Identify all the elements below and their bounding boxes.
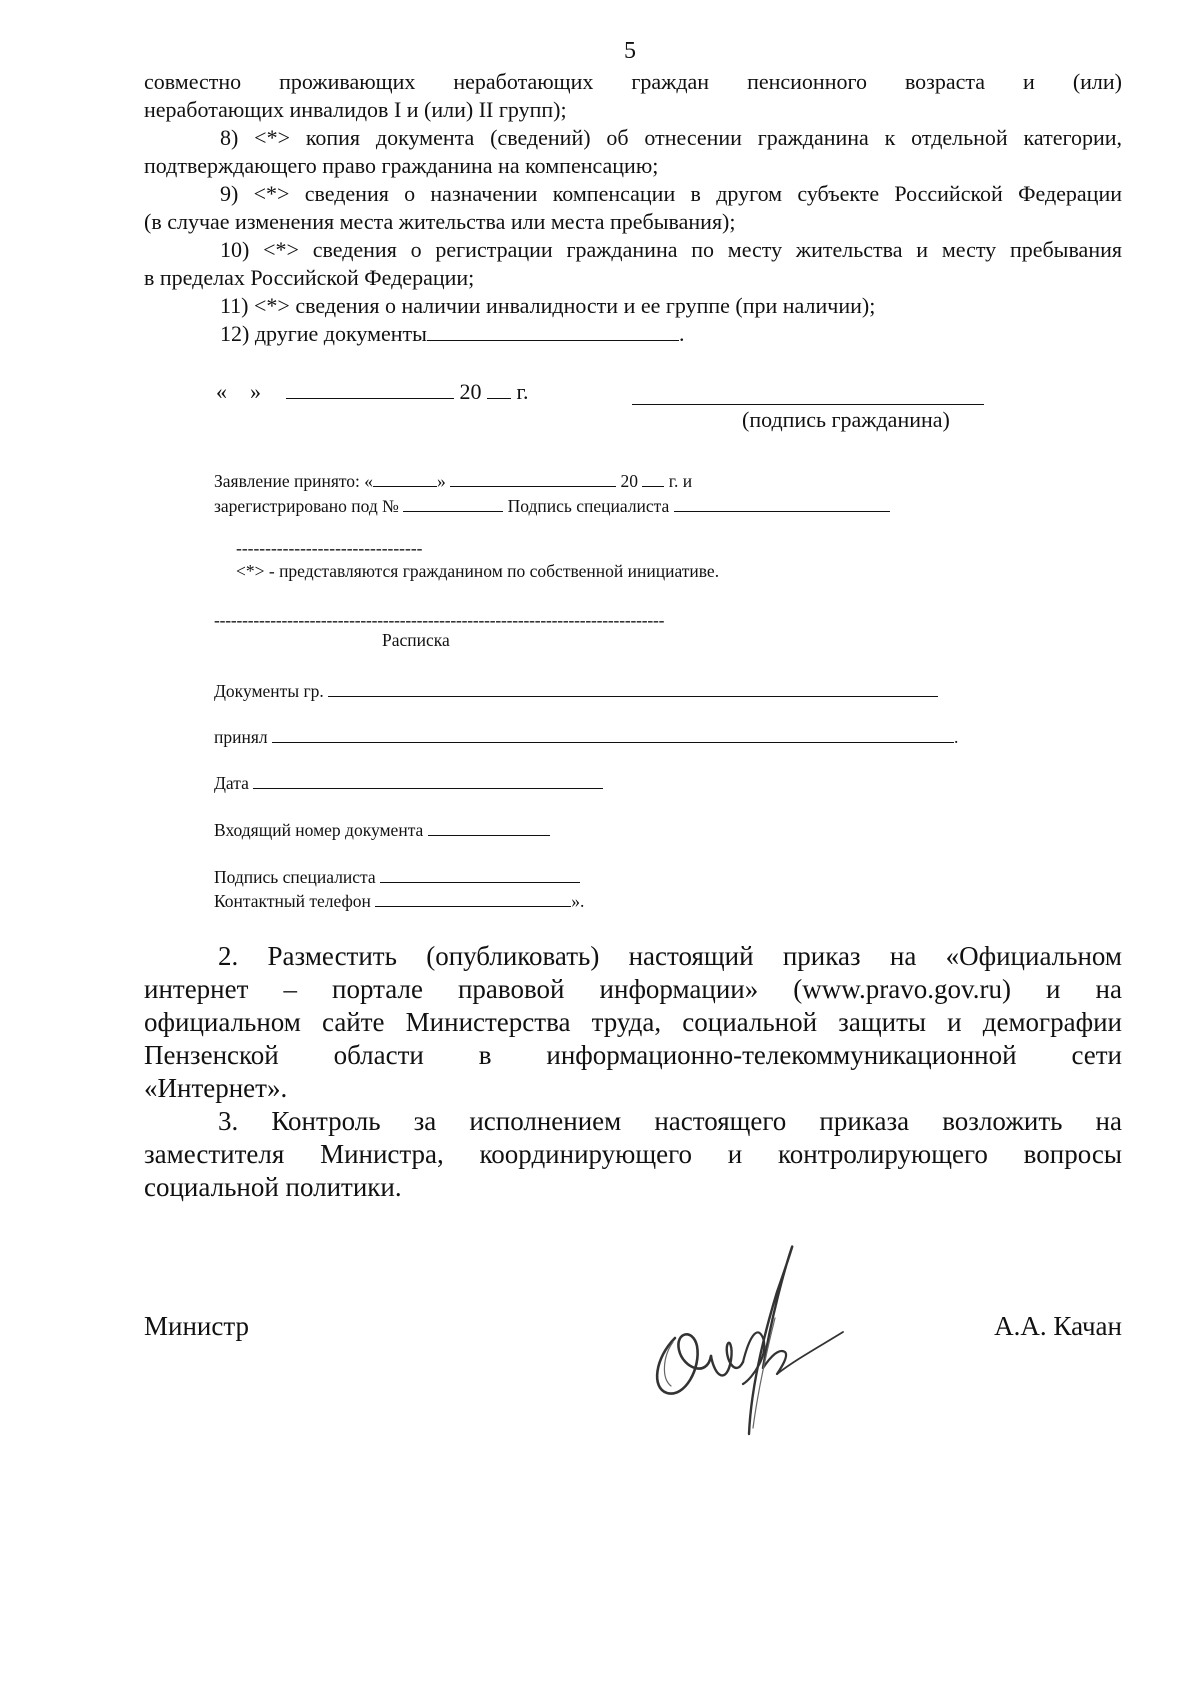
accepted-year-blank xyxy=(642,468,664,487)
receipt-specialist-signature-line: Подпись специалиста xyxy=(214,864,580,888)
list-item-9-line1: 9) <*> сведения о назначении компенсации в другом субъекте Российской Федерации xyxy=(220,181,1122,206)
receipt-documents-blank xyxy=(328,678,938,697)
citizen-signature-caption: (подпись гражданина) xyxy=(742,407,950,432)
receipt-incoming-number-line: Входящий номер документа xyxy=(214,817,550,841)
list-item-10-line2: в пределах Российской Федерации; xyxy=(144,265,475,290)
accepted-month-blank xyxy=(450,468,616,487)
application-accepted-line: Заявление принято: « » 20 г. и xyxy=(214,468,692,492)
receipt-phone-blank xyxy=(375,888,571,907)
list-item-9-line2: (в случае изменения места жительства или места пребывания); xyxy=(144,209,736,234)
receipt-accepted-line: принял . xyxy=(214,724,958,748)
registration-number-blank xyxy=(403,493,503,512)
order-point-2-line2: интернет – портале правовой информации» (www.pravo.gov.ru) и на xyxy=(144,974,1122,1004)
accepted-day-blank xyxy=(373,468,437,487)
other-documents-blank xyxy=(427,320,679,341)
footnote-separator: -------------------------------- xyxy=(236,538,423,558)
date-blank xyxy=(286,378,454,399)
order-point-2-line4: Пензенской области в информационно-телекоммуникационной сети xyxy=(144,1040,1122,1070)
list-item-8-line2: подтверждающего право гражданина на компенсацию; xyxy=(144,153,659,178)
list-item-12: 12) другие документы . xyxy=(220,321,685,346)
receipt-date-blank xyxy=(253,770,603,789)
handwritten-signature xyxy=(645,1228,855,1438)
receipt-title: Расписка xyxy=(382,630,450,650)
registration-number-line: зарегистрировано под № Подпись специалиста xyxy=(214,493,890,517)
footnote-text: <*> - представляются гражданином по собственной инициативе. xyxy=(236,561,720,581)
order-point-2-line1: 2. Разместить (опубликовать) настоящий приказ на «Официальном xyxy=(218,941,1122,971)
list-item-8-line1: 8) <*> копия документа (сведений) об отнесении гражданина к отдельной категории, xyxy=(220,125,1122,150)
order-point-2-line5: «Интернет». xyxy=(144,1073,288,1103)
receipt-accepted-blank xyxy=(272,724,954,743)
citizen-signature-line xyxy=(632,386,984,405)
receipt-phone-line: Контактный телефон ». xyxy=(214,888,584,912)
order-point-3-line1: 3. Контроль за исполнением настоящего приказа возложить на xyxy=(218,1106,1122,1136)
specialist-signature-blank xyxy=(674,493,890,512)
list-item-12-label: 12) другие документы xyxy=(220,321,427,346)
list-cont-line1: совместно проживающих неработающих граждан пенсионного возраста и (или) xyxy=(144,69,1122,94)
receipt-date-line: Дата xyxy=(214,770,603,794)
year-blank xyxy=(487,378,511,399)
receipt-specialist-signature-blank xyxy=(380,864,580,883)
receipt-documents-line: Документы гр. xyxy=(214,678,938,702)
order-point-2-line3: официальном сайте Министерства труда, социальной защиты и демографии xyxy=(144,1007,1122,1037)
application-date-line: « » 20 г. xyxy=(216,379,529,404)
order-point-3-line2: заместителя Министра, координирующего и контролирующего вопросы xyxy=(144,1139,1122,1169)
signatory-position: Министр xyxy=(144,1311,249,1341)
order-point-3-line3: социальной политики. xyxy=(144,1172,402,1202)
signatory-name: А.А. Качан xyxy=(994,1311,1122,1341)
list-item-10-line1: 10) <*> сведения о регистрации гражданина по месту жительства и месту пребывания xyxy=(220,237,1122,262)
receipt-incoming-number-blank xyxy=(428,817,550,836)
list-cont-line2: неработающих инвалидов I и (или) II групп); xyxy=(144,97,567,122)
receipt-cut-line: -------------------------------------------------------------------------------- xyxy=(214,610,665,630)
page-number: 5 xyxy=(624,38,636,64)
list-item-11: 11) <*> сведения о наличии инвалидности и ее группе (при наличии); xyxy=(220,293,876,318)
